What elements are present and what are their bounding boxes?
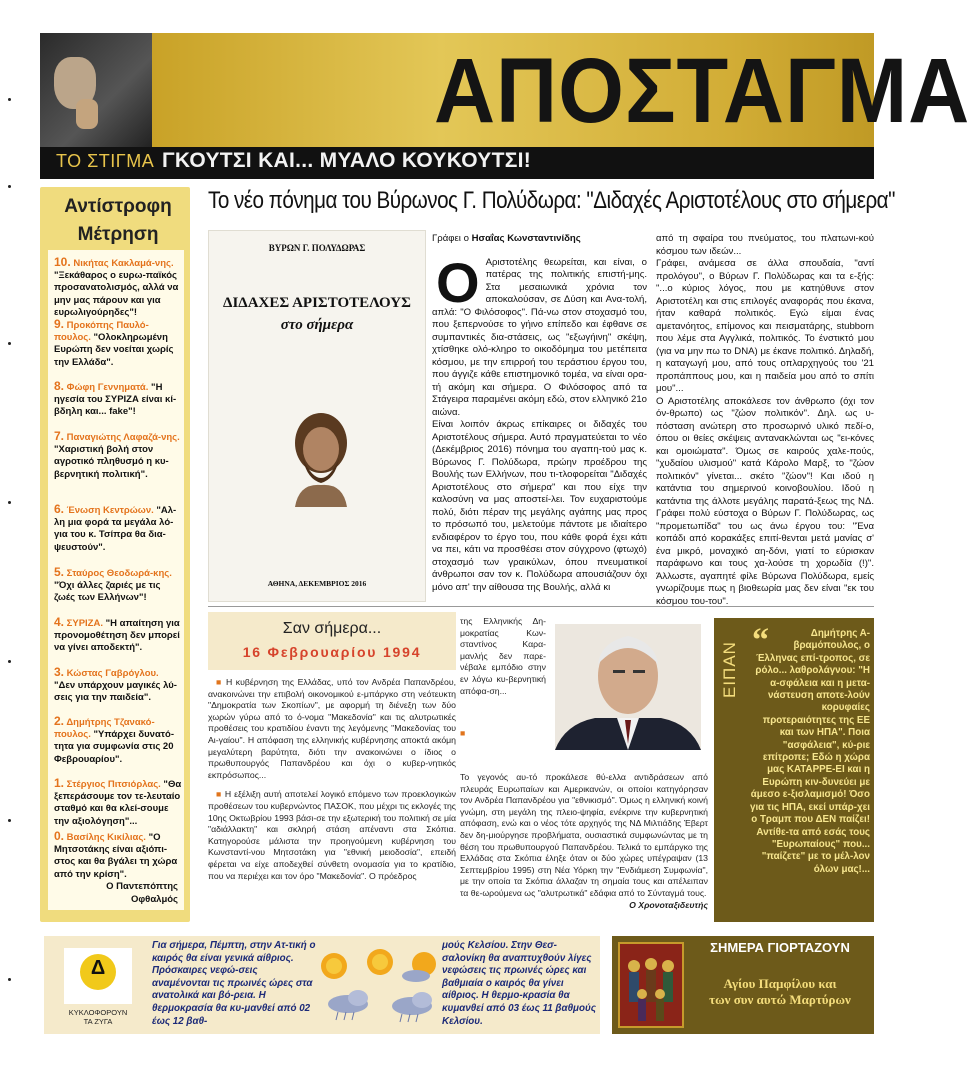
countdown-signature: Ο Παντεπόπτης Οφθαλμός bbox=[106, 881, 178, 905]
bullet-icon: ■ bbox=[216, 677, 223, 687]
bullet-icon: ■ bbox=[216, 789, 222, 800]
section-label: ΤΟ ΣΤΙΓΜΑ bbox=[56, 151, 155, 171]
sun-icon bbox=[367, 949, 393, 975]
cloud-sun-icon bbox=[402, 952, 436, 982]
on-this-day-column-1 bbox=[208, 677, 456, 882]
quote-text: Δημήτρης Α-βραμόπουλος, ο Έλληνας επί-τροπος, σε ρόλο... λαθρολάγνου: "Η α-σφάλεια και η μετα-νάστευση αποτε-λούν κορυφαίες προτεραιότητες της ΕΕ και των ΗΠΑ". Ποια "ασφάλεια", κύ-ριε επίτροπε; Εδώ η χώρα μας ΚΑΤΑΡΡΕ-ΕΙ και η Ευρώπη κιν-δυνεύει με άμεσο ε-ξισλαμισμό! Όσο για τις ΗΠΑ, εκεί υπάρ-χει ο Τραμπ που ΔΕΝ παίζει! Αντίθε-τα από εσάς τους "Ευρωπαίους" που... "παίζετε" με το μέλ-λον όλων μας!... bbox=[750, 628, 870, 875]
weather-box bbox=[44, 936, 600, 1034]
book-footer: ΑΘΗΝΑ, ΔΕΚΕΜΒΡΙΟΣ 2016 bbox=[267, 579, 367, 588]
book-cover bbox=[208, 230, 426, 602]
aristotle-bust-image bbox=[285, 409, 357, 507]
masthead-title: ΑΠΟΣΤΑΓΜΑ bbox=[434, 40, 970, 142]
on-this-day-column-2 bbox=[460, 616, 546, 697]
history-signature: Ο Χρονοταξιδευτής bbox=[629, 899, 708, 910]
history-paragraph: ■ Η κυβέρνηση της Ελλάδας, υπό τον Ανδρέα Παπανδρέου, ανακοινώνει την επιβολή οικονομικού ε-μπάργκο στη νεότευκτη "Δημοκρατία των Σκοπίων", με αφορμή τη διένεξη των δύο χωρών γύρω από το ό-νομα "Μακεδονία" και τις αλυτρωτικές προθέσεις του κρατιδίου έναντι της λεγόμενης "Μακεδονίας του Αι-γαίου". Η απόφαση της ελληνικής κυβέρνησης αποκτά ακόμη μεγαλύτερη βαρύτητα, διότι την ανακοινώνει ο ίδιος ο πρωθυπουργός Παπανδρέου και όχι ο κυβερ-νητικός εκπρόσωπος... bbox=[208, 677, 457, 780]
history-paragraph: Το γεγονός αυ-τό προκάλεσε θύ-ελλα αντιδράσεων από πλευράς Ευρωπαίων και Αμερικανών, οι οποίοι κατηγόρησαν τον Ανδρέα Παπανδρέου για "εθνικισμό". Όμως η ελληνική κοινή γνώμη, στη μεγάλη της πλειο-ψηφία, ενέκρινε την κυβερνητική απόφαση, ενώ και ο νέος τότε αρχηγός της ΝΔ Μιλτιάδης Έβερτ δεν δη-μιούργησε προβλήματα, ουσιαστικά συμφωνώντας με τη θέση του πρωθυπουργού Παπανδρέου. Τελικά το εμπάργκο της Ελλάδας στα Σκόπια έληξε όταν οι δύο χώρες υπέγραψαν (13 Σεπτεμβρίου 1995) στη Νέα Υόρκη την "Ενδιάμεση Συμφωνία", με την οποία τα Σκόπια άλλαζαν τη σημαία τους και απέλειπαν τα θε-ωρούμενα ως "αλυτρωτικά" εδάφια από το Σύνταγμά τους. bbox=[460, 772, 708, 898]
cloud-icon bbox=[328, 990, 368, 1020]
article-paragraph: Γράφει, ανάμεσα σε άλλα σπουδαία, "αντί προλόγου", ο Βύρων Γ. Πολύδωρας και τα ε-ξής: "...ο κύριος λόγος, που με κατηύθυνε στον Αριστοτέλη και στις επιλογές αναφοράς που έκανα, ήταν καθαρά πολιτικός. Εγώ είμαι ένας αμετανόητος, επίμονος και πεισματάρης, stubborn που λέμε στα Αγγλικά, πολιτικός. Το ένστικτό μου (για να μην πω το DNA) με έκανε πολιτικό. Δηλαδή, η καταγωγή μου, από τους οπλαρχηγούς του '21 προπάππους μου, και η παιδεία μου από το σπίτι μου"... bbox=[656, 258, 874, 394]
nameday-title: ΣΗΜΕΡΑ ΓΙΟΡΤΑΖΟΥΝ bbox=[710, 940, 850, 955]
traffic-sign-letter: Δ bbox=[90, 957, 106, 979]
margin-dot bbox=[8, 978, 11, 981]
countdown-item: 5. Σταύρος Θεοδωρά-κης. "Όχι άλλες ζαριές με τις ζωές των Ελλήνων"! bbox=[54, 565, 172, 604]
warning-sign bbox=[64, 948, 132, 1004]
countdown-sidebar bbox=[40, 187, 190, 922]
bullet-icon: ■ bbox=[460, 728, 466, 738]
countdown-item: 6. Ένωση Κεντρώων. "Αλ-λη μια φορά τα μεγάλα λό-για του κ. Τσίπρα θα δια-ψευστούν". bbox=[54, 502, 177, 553]
margin-dot bbox=[8, 185, 11, 188]
book-subtitle: στο σήμερα bbox=[280, 317, 354, 333]
book-author: ΒΥΡΩΝ Γ. ΠΟΛΥΔΩΡΑΣ bbox=[268, 243, 366, 253]
weather-text-1: Για σήμερα, Πέμπτη, στην Ατ-τική ο καιρός θα είναι γενικά αίθριος. Πρόσκαιρες νεφώ-σεις αναμένονται τις πρωινές ώρες στα ανατολικά και βό-ρεια. Η θερμοκρασία θα κυ-μανθεί από 02 έως 12 βαθ- bbox=[152, 940, 316, 1027]
on-this-day-header bbox=[208, 612, 456, 670]
countdown-item: 9. Προκόπης Παυλό-πουλος. "Ολοκληρωμένη Ευρώπη δεν νοείται χωρίς την Ελλάδα". bbox=[54, 317, 174, 368]
countdown-item: 0. Βασίλης Κικίλιας. "Ο Μητσοτάκης είναι αξιόπι-στος και θα βγάλει τη χώρα από την κρίση". bbox=[54, 829, 178, 880]
history-paragraph bbox=[460, 728, 550, 740]
countdown-item: 8. Φώφη Γεννηματά. "Η ηγεσία του ΣΥΡΙΖΑ είναι κί-βδηλη και... fake"! bbox=[54, 379, 177, 418]
on-this-day-title: Σαν σήμερα... bbox=[282, 620, 382, 637]
article-headline: Το νέο πόνημα του Βύρωνος Γ. Πολύδωρα: "Διδαχές Αριστοτέλους στο σήμερα" bbox=[208, 187, 895, 214]
quotes-label: ΕΙΠΑΝ bbox=[720, 641, 739, 698]
history-paragraph: της Ελληνικής Δη-μοκρατίας Κων-σταντίνος Καρα-μανλής δεν παρε-νέβαλε εμπόδιο στην εν λόγω κυ-βερνητική απόφα-ση... bbox=[460, 616, 546, 696]
on-this-day-date: 16 Φεβρουαρίου 1994 bbox=[242, 644, 422, 660]
traffic-caption: ΚΥΚΛΟΦΟΡΟΥΝ ΤΑ ΖΥΓΑ bbox=[68, 1008, 128, 1026]
countdown-item: 2. Δημήτρης Τζανακό-πουλος. "Υπάρχει δυνατό-τητα για συμφωνία στις 20 Φεβρουαρίου". bbox=[54, 714, 174, 765]
margin-dot bbox=[8, 819, 11, 822]
article-paragraph: από τη σφαίρα του πνεύματος, του πλατωνι-κού κόσμου των ιδεών... bbox=[656, 233, 874, 257]
sun-icon bbox=[321, 953, 347, 979]
article-column-1 bbox=[432, 233, 647, 594]
countdown-title: Αντίστροφη Μέτρηση bbox=[64, 196, 172, 245]
article-byline: Γράφει ο Ησαΐας Κωνσταντινίδης bbox=[432, 233, 581, 244]
quote-icon: “ bbox=[752, 622, 769, 659]
saints-icon-image bbox=[618, 942, 684, 1028]
history-paragraph: ■ Η εξέλιξη αυτή αποτελεί λογικό επόμενο των προεκλογικών προθέσεων του κυβερνώντος ΠΑΣΟΚ, που μέχρι τις εκλογές της 10ης Οκτωβρίου 1993 βάσι-σε την εξωτερική του πολιτική σε μία "αδιάλλακτη" και σκληρή στάση απέναντι στα Σκόπια. Κατηγορούσε μάλιστα την προηγούμενη κυβέρνηση του Κωνσταντί-νου Μητσοτάκη για "εθνική μειοδοσία", επειδή φέρεται να είχε αποδεχθεί σύνθετη ονομασία για το κρατίδιο, που να περιέχει και τον όρο "Μακεδονία". Ο πρόεδρος bbox=[208, 789, 456, 881]
article-paragraph: Είναι λοιπόν άκρως επίκαιρες οι διδαχές του Αριστοτέλους σήμερα. Αυτό πραγματεύεται το νέο (Δεκέμβριος 2016) πόνημα του αγαπη-τού μας κ. Βύρωνος Γ. Πολύδωρα, πρώην προέδρου της Βουλής των Ελλήνων, που τι-τλοφορείται "Διδαχές Αριστοτέλους στο σήμερα" και που είχε την καλοσύνη να μας αποστεί-λει. Τον ευχαριστούμε πολύ, διότι πέραν της μεγάλης αγάπης μας προς το πρόσωπό του, μελετούμε πάντοτε με ιδιαίτερο ενδιαφέρον το έργο του, που κάθε φορά έχει κάτι να πει, κάτι να προσθέσει στον σύγχρονο (φτωχό) στοχασμό των γραικύλων, όπου πνευματικοί άνθρωποι σαν τον κ. Πολύδωρα απουσιάζουν όχι μόνο απ' την αίθουσα της Βουλής, αλλά κι bbox=[432, 419, 647, 593]
on-this-day-column-2b bbox=[460, 728, 550, 740]
cloud-icon bbox=[392, 992, 432, 1022]
margin-dot bbox=[8, 660, 11, 663]
countdown-item: 7. Παναγιώτης Λαφαζά-νης. "Χαριστική βολή στον αγροτικό πληθυσμό η κυ-βερνητική πολιτική". bbox=[54, 429, 180, 480]
weather-text-2: μούς Κελσίου. Στην Θεσ-σαλονίκη θα αναπτυχθούν λίγες νεφώσεις τις πρωινές ώρες και βαθμιαία ο καιρός θα γίνει αίθριος. Η θερμο-κρασία θα κυμανθεί από 03 έως 11 βαθμούς Κελσίου. bbox=[442, 940, 596, 1027]
margin-dot bbox=[8, 98, 11, 101]
masthead bbox=[40, 33, 970, 179]
book-title: ΔΙΔΑΧΕΣ ΑΡΙΣΤΟΤΕΛΟΥΣ bbox=[223, 295, 411, 311]
countdown-item: 10. Νικήτας Κακλαμά-νης. "Ξεκάθαρος ο ευρω-παϊκός προσανατολισμός, αλλά να μην μας πάρουν και για ευρωλιγούρηδες"! bbox=[54, 255, 179, 318]
quotes-box bbox=[714, 618, 874, 922]
nameday-box bbox=[612, 936, 874, 1034]
countdown-item: 3. Κώστας Γαβρόγλου. "Δεν υπάρχουν μαγικές λύ-σεις για την παιδεία". bbox=[54, 665, 177, 704]
article-paragraph: Ο Αριστοτέλης αποκάλεσε τον άνθρωπο (όχι τον όν-θρωπο) ως "ζώον πολιτικόν". Δηλ. ως υ-πόσταση ανώτερη στο προσωρινό υλικό πεδί-ο, όπου οι θείες σκέψεις αντανακλώνται ως "ει-κόνες και ομοιώματα". Όμως σε καιρούς χαλε-πούς, "χυδαίου υλισμού" κατά Κάρολο Μαρξ, το "ζώον πολιτικόν" γίνεται... σκέτο "ζώον"! Και ιδού η κατάντια του σημερινού κοινοβουλίου. Ιδού η κατάντια της άλλοτε μεγάλης παρατά-ξεως της ΝΔ. Γράφει πολύ εύστοχα ο Βύρων Γ. Πολύδωρας, ως "προμετωπίδα" του ως άνω έργου του: "Ένα κοπάδι από κορακάξες επιτί-θενται μετά μανίας σ' ένα μικρό, μοναχικό αη-δόνι, γιατί το εύρισκαν παράφωνο και τους χα-λούσε τη χορωδία (!)". Άλλωστε, αγαπητέ φίλε Βύρωνα Πολύδωρα, εμείς γνωρίζουμε πως η βιοθεωρία μας δεν είναι "εκ του κόσμου του-του". bbox=[656, 395, 874, 607]
section-divider bbox=[208, 606, 874, 607]
countdown-item: 1. Στέργιος Πιτσιόρλας. "Θα ξεπεράσουμε τον τε-λευταίο σταθμό και θα κλεί-σουμε την αξιολόγηση"... bbox=[54, 776, 182, 827]
masthead-banner bbox=[152, 33, 970, 147]
on-this-day-column-3 bbox=[460, 772, 708, 911]
article-column-2 bbox=[656, 233, 874, 608]
masthead-strip bbox=[40, 147, 874, 179]
masthead-photo bbox=[40, 33, 152, 147]
drop-cap: Ο bbox=[436, 250, 480, 314]
nameday-saints: Αγίου Παμφίλου και των συν αυτώ Μαρτύρων bbox=[709, 976, 851, 1007]
margin-dot bbox=[8, 501, 11, 504]
countdown-list bbox=[48, 250, 184, 910]
papandreou-photo bbox=[555, 624, 701, 750]
weather-icons bbox=[314, 946, 444, 1026]
section-tagline: ΓΚΟΥΤΣΙ ΚΑΙ... ΜΥΑΛΟ ΚΟΥΚΟΥΤΣΙ! bbox=[162, 149, 532, 172]
article-paragraph: Αριστοτέλης θεωρείται, και είναι, ο πατέρας της πολιτικής επιστή-μης. Στα μεσαιωνικά χρόνια τον αποκαλούσαν, σε Δύση και Ανα-τολή, απλά: "Ο Φιλόσοφος". Πά-νω στον στοχασμό του, που ξεπερνούσε το γήινο επίπεδο και έφθανε σε συμπαντικές δια-στάσεις, ως "εξωγήινη" σκέψη, χτίσθηκε ολό-κληρο το οικοδόμημα του μετέπειτα κόσμου, με την επιρροή του τεράστιου έργου του, που άγγιζε κάθε επιστημονικό τομέα, να είναι ορα-τή ακόμη και σήμερα. Ο Φιλόσοφος από τα Στάγειρα παραμένει ακόμη εδώ, στον ελληνικό 21ο αιώνα. bbox=[432, 256, 647, 418]
margin-dot bbox=[8, 342, 11, 345]
countdown-item: 4. ΣΥΡΙΖΑ. "Η απαίτηση για προνομοθέτηση δεν μπορεί να γίνει αποδεκτή". bbox=[54, 615, 180, 654]
